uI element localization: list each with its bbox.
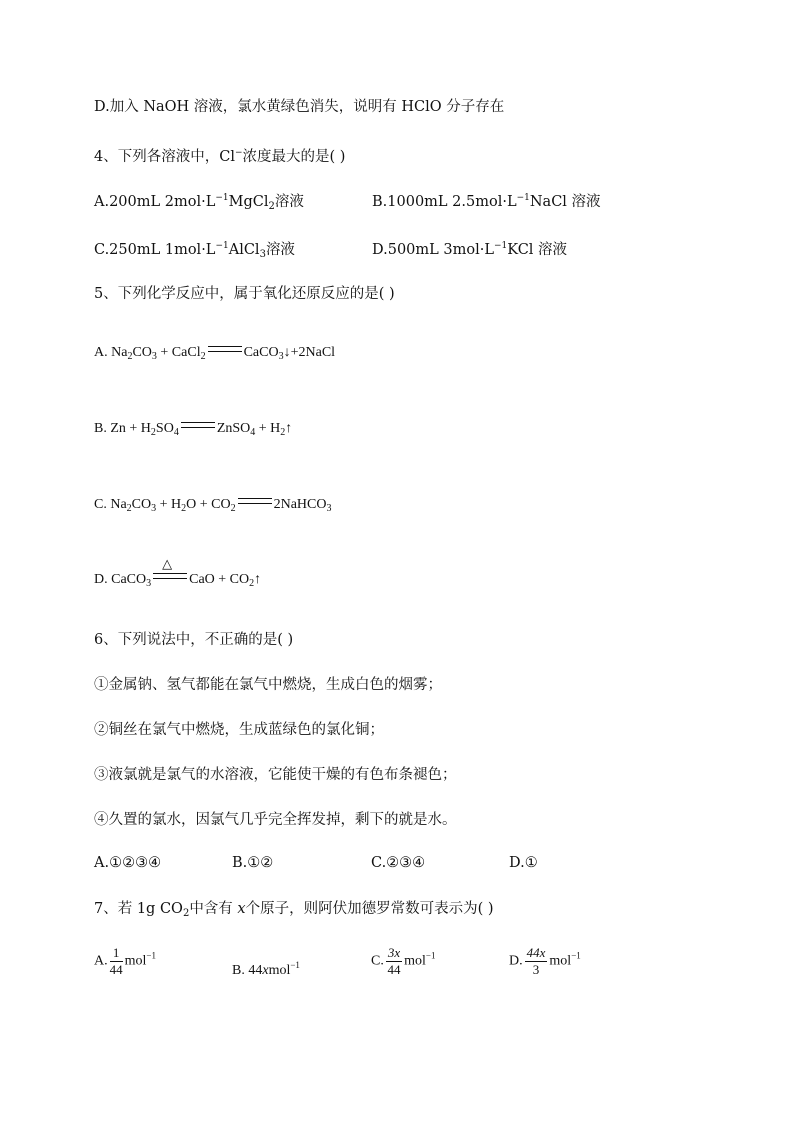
q4-option-c	[94, 236, 295, 265]
q5-b-l1: Zn + H	[110, 421, 151, 436]
q5-c-s1: 2	[126, 503, 132, 514]
q5-option-b	[94, 419, 292, 443]
q4-b-post: NaCl 溶液	[529, 194, 601, 210]
q5-d-s1: 3	[146, 578, 152, 589]
q4-option-b	[372, 188, 601, 212]
q7-stem-c: 个原子，则阿伏加德罗常数可表示为( )	[245, 901, 494, 917]
q7-stem-sub: 2	[182, 908, 190, 919]
q6-statement-1: ①金属钠、氢气都能在氯气中燃烧，生成白色的烟雾；	[94, 677, 442, 693]
q5-b-rs1: 4	[250, 427, 256, 438]
q7-stem-a: 7、若 1g CO	[94, 901, 183, 917]
q5-d-r2: ↑	[254, 572, 262, 587]
q4-a-pre: A.200mL 2mol·L	[94, 194, 216, 210]
q7-c-unit: mol	[404, 953, 426, 969]
q7-b-unit: mol	[268, 963, 291, 978]
q7-a-den: 44	[109, 962, 123, 977]
q5-c-l3: + H	[156, 497, 182, 512]
q4-c-post: 溶液	[265, 242, 295, 258]
q5-d-equals-sign	[153, 556, 187, 579]
q7-d-label: D.	[509, 953, 523, 969]
q6-option-c: C.②③④	[371, 855, 426, 871]
q5-c-l4: O + CO	[186, 497, 231, 512]
q7-option-a	[94, 945, 156, 978]
q5-a-s1: 2	[127, 351, 133, 362]
q7-option-d	[509, 945, 581, 978]
q5-b-l2: SO	[155, 421, 174, 436]
q6-option-a: A.①②③④	[94, 855, 162, 871]
q7-b-val: 44	[248, 963, 263, 978]
q7-a-fraction	[110, 945, 123, 978]
q5-c-s4: 2	[230, 503, 236, 514]
q5-a-label: A.	[94, 345, 108, 360]
q5-a-r2: ↓+2NaCl	[283, 345, 336, 360]
heating-triangle-icon: △	[162, 556, 173, 571]
q3-option-d: D.加入 NaOH 溶液，氯水黄绿色消失，说明有 HClO 分子存在	[94, 99, 505, 115]
q6-statement-2: ②铜丝在氯气中燃烧，生成蓝绿色的氯化铜；	[94, 722, 384, 738]
q5-a-s3: 2	[200, 351, 206, 362]
q4-a-sub: 2	[268, 201, 275, 212]
q6-option-b: B.①②	[232, 855, 274, 871]
q7-c-den: 44	[387, 962, 401, 977]
q7-d-den: 3	[532, 962, 540, 977]
q5-b-s2: 4	[173, 427, 179, 438]
q5-b-rs2: 2	[280, 427, 286, 438]
q5-b-r2: + H	[255, 421, 281, 436]
q7-d-fraction	[525, 945, 548, 978]
q5-c-s2: 3	[151, 503, 157, 514]
q5-b-r1: ZnSO	[216, 421, 251, 436]
q7-c-fraction	[386, 945, 402, 978]
q6-option-d: D.①	[509, 855, 538, 871]
q4-d-pre: D.500mL 3mol·L	[372, 242, 494, 258]
q4-stem	[94, 143, 345, 167]
q7-d-sup: −1	[571, 950, 581, 961]
q4-b-sup: −1	[516, 193, 530, 203]
q4-c-sub: 3	[259, 249, 266, 260]
q7-stem-b: 中含有	[189, 901, 238, 917]
q7-a-num: 1	[110, 945, 123, 962]
q4-c-sup: −1	[215, 241, 229, 251]
q4-d-post: KCl 溶液	[507, 242, 568, 258]
q4-option-d	[372, 236, 567, 260]
q5-c-l1: Na	[110, 497, 127, 512]
q4-a-sup: −1	[215, 193, 229, 203]
q4-stem-a: 4、下列各溶液中，Cl	[94, 149, 235, 165]
q4-c-mid: AlCl	[228, 242, 260, 258]
q5-option-a	[94, 343, 335, 367]
q5-a-rs1: 3	[278, 351, 284, 362]
q7-stem	[94, 899, 494, 924]
q5-b-label: B.	[94, 421, 107, 436]
q4-c-pre: C.250mL 1mol·L	[94, 242, 216, 258]
q7-d-num: 44x	[526, 945, 546, 960]
q4-a-post: 溶液	[274, 194, 304, 210]
q6-statement-3: ③液氯就是氯气的水溶液，它能使干燥的有色布条褪色；	[94, 767, 457, 783]
q5-c-s3: 2	[181, 503, 187, 514]
q7-b-label: B.	[232, 963, 245, 978]
q7-c-num: 3x	[387, 945, 401, 960]
q5-b-equals-sign	[181, 422, 215, 428]
q5-a-l3: + CaCl	[156, 345, 201, 360]
q4-stem-b: 浓度最大的是( )	[242, 149, 346, 165]
q6-stem: 6、下列说法中，不正确的是( )	[94, 632, 294, 648]
q7-c-sup: −1	[425, 950, 436, 961]
q5-b-r3: ↑	[285, 421, 293, 436]
q5-c-equals-sign	[238, 498, 272, 504]
q4-option-a	[94, 188, 304, 217]
q7-a-label: A.	[94, 953, 108, 969]
q5-a-l1: Na	[111, 345, 128, 360]
q5-c-rs1: 3	[326, 503, 332, 514]
q5-d-r1: CaO + CO	[189, 572, 250, 587]
q5-stem: 5、下列化学反应中，属于氧化还原反应的是( )	[94, 286, 395, 302]
q5-a-l2: CO	[132, 345, 152, 360]
q5-d-l1: CaCO	[111, 572, 147, 587]
q5-d-label: D.	[94, 572, 108, 587]
q7-d-unit: mol	[549, 953, 572, 969]
q7-option-b	[232, 955, 300, 981]
q5-c-l2: CO	[131, 497, 152, 512]
q4-d-sup: −1	[493, 241, 508, 251]
q5-option-d	[94, 556, 262, 594]
q7-b-sup: −1	[290, 960, 300, 970]
q5-d-rs1: 2	[249, 578, 255, 589]
q4-a-mid: MgCl	[228, 194, 269, 210]
q5-a-s2: 3	[151, 351, 157, 362]
q5-option-c	[94, 495, 332, 519]
q7-c-label: C.	[371, 953, 384, 969]
q7-a-sup: −1	[146, 950, 156, 961]
q7-a-unit: mol	[124, 953, 147, 969]
q5-c-r1: 2NaHCO	[273, 497, 327, 512]
q5-b-s1: 2	[150, 427, 156, 438]
q6-statement-4: ④久置的氯水，因氯气几乎完全挥发掉，剩下的就是水。	[94, 812, 457, 828]
q5-a-r1: CaCO	[243, 345, 279, 360]
q5-a-equals-sign	[208, 346, 242, 352]
q5-c-label: C.	[94, 497, 107, 512]
q7-b-x: x	[262, 963, 269, 978]
q4-b-pre: B.1000mL 2.5mol·L	[372, 194, 517, 210]
q7-stem-x: x	[237, 901, 246, 917]
q4-stem-sup: −	[234, 148, 243, 158]
q7-option-c	[371, 945, 435, 978]
